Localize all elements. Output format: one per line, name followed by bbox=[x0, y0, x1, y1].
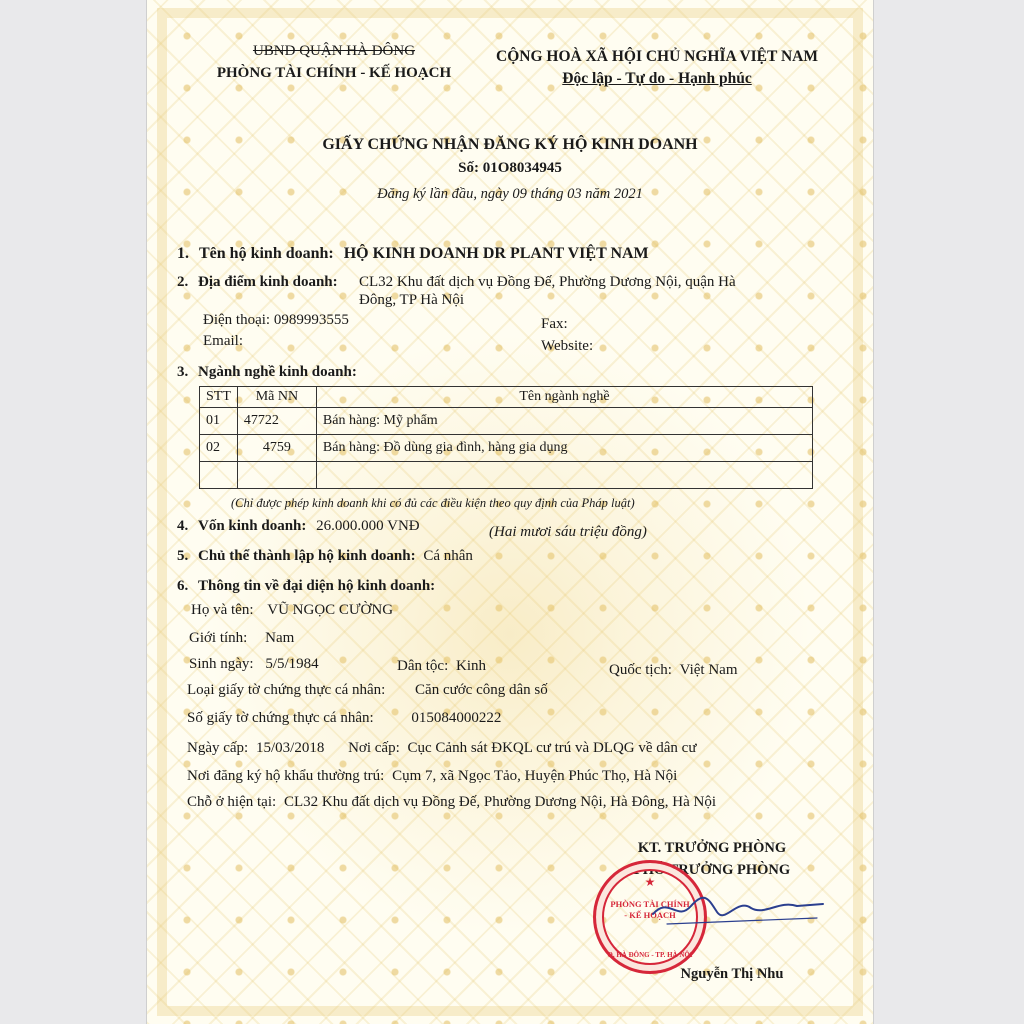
id-number-value: 015084000222 bbox=[411, 710, 502, 726]
cell-stt: 02 bbox=[200, 435, 238, 462]
signer-name: Nguyễn Thị Nhu bbox=[680, 966, 784, 982]
certificate-title: GIẤY CHỨNG NHẬN ĐĂNG KÝ HỘ KINH DOANH bbox=[322, 136, 698, 153]
address-line-1: CL32 Khu đất dịch vụ Đồng Đế, Phường Dương Nội, quận Hà bbox=[359, 274, 736, 290]
section-number: 1. bbox=[177, 245, 189, 262]
cell-code: 47722 bbox=[237, 408, 316, 435]
issue-place-label: Nơi cấp: bbox=[348, 740, 400, 756]
table-row bbox=[200, 462, 813, 489]
id-type-label: Loại giấy tờ chứng thực cá nhân: bbox=[187, 682, 386, 698]
business-name-label: Tên hộ kinh doanh: bbox=[199, 245, 334, 262]
section-number: 4. bbox=[177, 518, 189, 534]
section-number: 5. bbox=[177, 548, 189, 564]
nationality-row bbox=[609, 662, 738, 679]
department-name: PHÒNG TÀI CHÍNH - KẾ HOẠCH bbox=[216, 65, 452, 81]
table-row bbox=[200, 435, 813, 462]
ethnicity-value: Kinh bbox=[455, 658, 486, 674]
capital-in-words: (Hai mươi sáu triệu đồng) bbox=[489, 524, 647, 540]
section-founder-type bbox=[177, 548, 473, 565]
household-label: Nơi đăng ký hộ khẩu thường trú: bbox=[187, 768, 385, 784]
cell-stt: 01 bbox=[200, 408, 238, 435]
business-lines-label: Ngành nghề kinh doanh: bbox=[198, 364, 357, 380]
founder-type-value: Cá nhân bbox=[423, 548, 473, 564]
gender-value: Nam bbox=[265, 630, 295, 646]
issue-row bbox=[187, 740, 696, 757]
id-number-label: Số giấy tờ chứng thực cá nhân: bbox=[187, 710, 374, 726]
dob-row bbox=[189, 656, 319, 673]
signature-title-2: PHÓ TRƯỞNG PHÒNG bbox=[633, 862, 791, 878]
section-location-label bbox=[177, 274, 338, 291]
ethnicity-row bbox=[397, 658, 486, 675]
handwritten-signature bbox=[647, 888, 827, 928]
seal-text: PHÒNG TÀI CHÍNH - KẾ HOẠCH bbox=[610, 899, 690, 920]
certificate-page bbox=[146, 0, 874, 1024]
section-business-lines bbox=[177, 364, 357, 381]
nationality-value: Việt Nam bbox=[679, 662, 738, 678]
name-label: Họ và tên: bbox=[191, 602, 254, 618]
ethnicity-label: Dân tộc: bbox=[397, 658, 449, 674]
household-row bbox=[187, 768, 677, 785]
current-address-value: CL32 Khu đất dịch vụ Đồng Đế, Phường Dương Nội, Hà Đông, Hà Nội bbox=[283, 794, 717, 810]
fax-label: Fax: bbox=[541, 316, 568, 332]
founder-type-label: Chủ thể thành lập hộ kinh doanh: bbox=[198, 548, 416, 564]
gender-row bbox=[189, 630, 294, 647]
signature-title-1: KT. TRƯỞNG PHÒNG bbox=[637, 840, 787, 856]
cell-code bbox=[237, 462, 316, 489]
column-header-code: Mã NN bbox=[237, 387, 316, 408]
cell-name: Bán hàng: Đồ dùng gia đình, hàng gia dụng bbox=[316, 435, 812, 462]
website-label: Website: bbox=[541, 338, 594, 354]
current-address-row bbox=[187, 794, 716, 811]
table-row bbox=[200, 408, 813, 435]
gender-label: Giới tính: bbox=[189, 630, 248, 646]
business-lines-table bbox=[199, 386, 813, 489]
capital-value: 26.000.000 VNĐ bbox=[316, 518, 420, 534]
section-number: 3. bbox=[177, 364, 189, 380]
cell-name: Bán hàng: Mỹ phẩm bbox=[316, 408, 812, 435]
national-header bbox=[477, 46, 837, 90]
household-value: Cụm 7, xã Ngọc Tảo, Huyện Phúc Thọ, Hà Nội bbox=[392, 768, 678, 784]
business-name-value: HỘ KINH DOANH DR PLANT VIỆT NAM bbox=[343, 245, 649, 262]
nationality-label: Quốc tịch: bbox=[609, 662, 672, 678]
seal-ring-text: Q. HÀ ĐÔNG - TP. HÀ NỘI bbox=[607, 951, 693, 959]
current-address-label: Chỗ ở hiện tại: bbox=[187, 794, 277, 810]
dob-value: 5/5/1984 bbox=[265, 656, 319, 672]
cell-name bbox=[316, 462, 812, 489]
cell-stt bbox=[200, 462, 238, 489]
section-business-name bbox=[177, 245, 649, 263]
legal-note: (Chỉ được phép kinh doanh khi có đủ các điều kiện theo quy định của Pháp luật) bbox=[231, 496, 635, 510]
name-value: VŨ NGỌC CƯỜNG bbox=[267, 602, 394, 618]
national-motto: Độc lập - Tự do - Hạnh phúc bbox=[562, 70, 752, 87]
email-label: Email: bbox=[203, 333, 243, 349]
issue-place-value: Cục Cảnh sát ĐKQL cư trú và DLQG về dân cư bbox=[407, 740, 697, 756]
issue-date-value: 15/03/2018 bbox=[255, 740, 325, 756]
phone-number: Điện thoại: 0989993555 bbox=[203, 312, 349, 328]
id-type-row bbox=[187, 682, 548, 699]
section-capital bbox=[177, 518, 420, 535]
section-number: 2. bbox=[177, 274, 189, 290]
dob-label: Sinh ngày: bbox=[189, 656, 254, 672]
address-line-2: Đông, TP Hà Nội bbox=[359, 292, 464, 308]
location-label: Địa điểm kinh doanh: bbox=[198, 274, 338, 290]
registration-date: Đăng ký lần đầu, ngày 09 tháng 03 năm 2021 bbox=[377, 186, 643, 202]
table-header-row bbox=[200, 387, 813, 408]
capital-label: Vốn kinh doanh: bbox=[198, 518, 307, 534]
id-number-row bbox=[187, 710, 501, 727]
id-type-value: Căn cước công dân số bbox=[415, 682, 548, 698]
seal-star-icon: ★ bbox=[644, 875, 656, 889]
issuing-agency bbox=[189, 40, 479, 84]
cell-code: 4759 bbox=[237, 435, 316, 462]
representative-name-row bbox=[191, 602, 393, 619]
certificate-number: Số: 01O8034945 bbox=[458, 160, 562, 176]
representative-label: Thông tin về đại diện hộ kinh doanh: bbox=[198, 578, 436, 594]
column-header-stt: STT bbox=[200, 387, 238, 408]
section-number: 6. bbox=[177, 578, 189, 594]
issue-date-label: Ngày cấp: bbox=[187, 740, 249, 756]
column-header-name: Tên ngành nghề bbox=[316, 387, 812, 408]
agency-name: UBND QUẬN HÀ ĐÔNG bbox=[252, 43, 416, 59]
section-representative bbox=[177, 578, 435, 595]
country-name: CỘNG HOÀ XÃ HỘI CHỦ NGHĨA VIỆT NAM bbox=[496, 48, 818, 65]
